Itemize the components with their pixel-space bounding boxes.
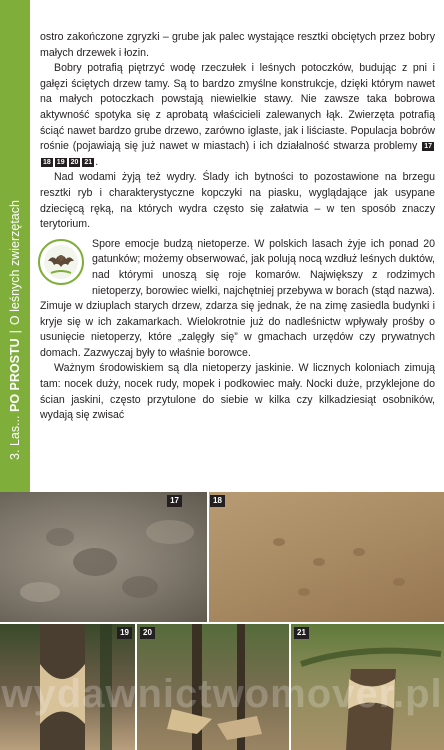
ref-badge-19: 19: [56, 158, 65, 166]
paragraph-4: Spore emocje budzą nietoperze. W polskich lasach żyje ich ponad 20 gatunków; możemy obserwować, jak polują nocą wzdłuż leśnych duktów, nad którymi unoszą się roje komarów. Największy z rodzimych nietoperzy, borowiec wielki, najchętniej przebywa w borach (stąd nazwa). Zimuje w dziuplach starych drzew, zdarza się jednak, że na zimę zasiedla budynki i kryje się w ich zakamarkach. Wielokrotnie już do nadleśnictw wpływały prośby o usunięcie nietoperzy, które „zalęgły się” w gmachach urzędów czy prywatnych domach. Zazwyczaj były to właśnie borowce.: [40, 237, 435, 359]
photo-number-21: 21: [294, 627, 309, 639]
chapter-separator: |: [8, 330, 22, 334]
photo-17-tracks: [0, 492, 207, 622]
paragraph-1: ostro zakończone zgryzki – grube jak palec wystające resztki obciętych przez bobry małych drzewek i łozin.: [40, 31, 435, 59]
paragraph-3: Nad wodami żyją też wydry. Ślady ich bytności to pozostawione na brzegu resztki ryb i charakterystyczne kopczyki na piasku, wyglądające jak usypane dziecięcą ręką, na których wydra często się załatwia – w ten sposób znaczy terytorium.: [40, 171, 435, 231]
paragraph-5: Ważnym środowiskiem są dla nietoperzy jaskinie. W licznych koloniach zimują tam: nocek duży, nocek rudy, mopek i podkowiec mały. Nocki duże, przyklejone do ścian jaskini, często przytulone do siebie w kilka czy kilkadziesiąt osobników, wydają się zwisać: [40, 362, 435, 422]
chapter-number: 3. Las...: [8, 415, 22, 460]
photo-number-18: 18: [210, 495, 225, 507]
watermark: wydawnictwomover.pl: [1, 672, 443, 716]
photo-number-17: 17: [167, 495, 182, 507]
paragraph-2-text: Bobry potrafią piętrzyć wodę rzeczułek i leśnych potoczków, budując z pni i gałęzi ściętych drzew tamy. Są to bardzo zmyślne konstrukcje, dzięki którym nawet na małych potoczkach powstają niewielkie stawy. Nie zawsze taka bobrowa aktywność spotyka się z aprobatą właścicieli zalewanych łąk. Zwierzęta potrafią ściąć nawet bardzo grube drzewo, zarówno iglaste, jak i liściaste. Populacja bobrów rośnie (pojawiają się już nawet w miastach) i ich działalność stwarza problemy: [40, 62, 435, 153]
chapter-title: PO PROSTU: [8, 338, 22, 412]
bat-icon: [38, 239, 84, 285]
ref-badge-21: 21: [84, 158, 93, 166]
paragraph-2: Bobry potrafią piętrzyć wodę rzeczułek i leśnych potoczków, budując z pni i gałęzi ściętych drzew tamy. Są to bardzo zmyślne konstrukcje, dzięki którym nawet na małych potoczkach powstają niewielkie stawy. Nie zawsze taka bobrowa aktywność spotyka się z aprobatą właścicieli zalewanych łąk. Zwierzęta potrafią ściąć nawet bardzo grube drzewo, zarówno iglaste, jak i liściaste. Populacja bobrów rośnie (pojawiają się już nawet w miastach) i ich działalność stwarza problemy 1718 19 20 21 .: [40, 62, 435, 168]
ref-badge-17: 17: [424, 143, 432, 151]
body-text: [40, 30, 435, 424]
ref-badge-20: 20: [70, 158, 79, 166]
chapter-sidebar: [0, 0, 30, 492]
ref-badge-18: 18: [43, 158, 51, 166]
photo-17: [0, 492, 207, 622]
photo-18: [209, 492, 444, 622]
photo-18-tracks: [209, 492, 444, 622]
photo-number-19: 19: [117, 627, 132, 639]
photo-number-20: 20: [140, 627, 155, 639]
chapter-subtitle: O leśnych zwierzętach: [8, 200, 22, 326]
chapter-label: [8, 200, 22, 460]
